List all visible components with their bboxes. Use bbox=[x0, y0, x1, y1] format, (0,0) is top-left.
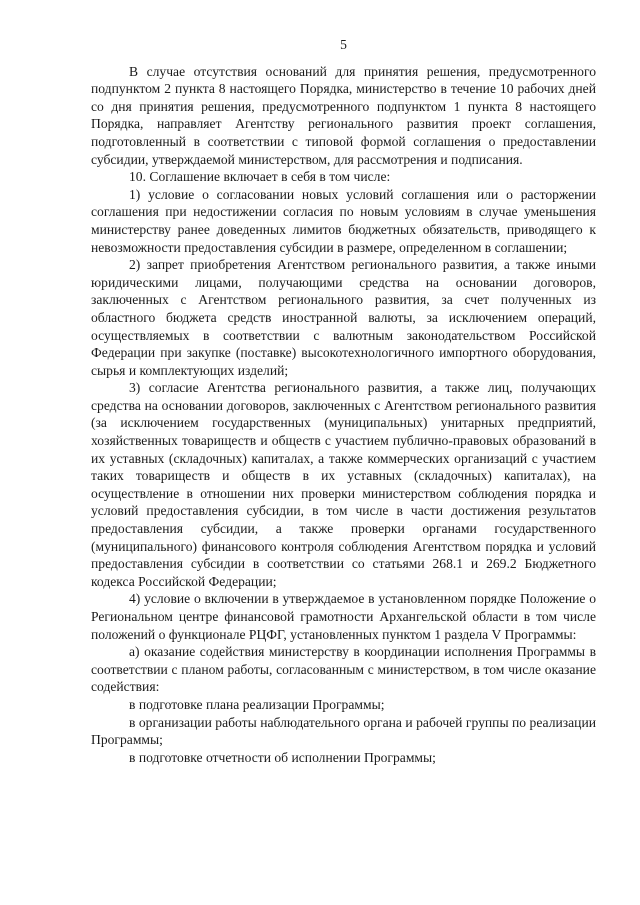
document-page bbox=[91, 36, 596, 766]
paragraph-intro: В случае отсутствия оснований для принятия решения, предусмотренного подпунктом 2 пункта 8 настоящего Порядка, министерство в течение 10 рабочих дней со дня принятия решения, предусмотренного подпунктом 1 пункта 8 настоящего Порядка, направляет Агентству регионального развития проект соглашения, подготовленный в соответствии с типовой формой соглашения о предоставлении субсидии, утверждаемой министерством, для рассмотрения и подписания. bbox=[91, 63, 596, 167]
paragraph-supervisory-work: в организации работы наблюдательного органа и рабочей группы по реализации Программы; bbox=[91, 714, 596, 748]
paragraph-item-2: 2) запрет приобретения Агентством регионального развития, а также иными юридическими лицами, получающими средства на основании договоров, заключенных с Агентством регионального развития, за счет полученных из областного бюджета средств иностранной валюты, за исключением операций, осуществляемых в соответствии с валютным законодательством Российской Федерации при закупке (поставке) высокотехнологичного импортного оборудования, сырья и комплектующих изделий; bbox=[91, 257, 596, 378]
paragraph-reporting: в подготовке отчетности об исполнении Программы; bbox=[129, 749, 436, 765]
paragraph-item-1: 1) условие о согласовании новых условий соглашения или о расторжении соглашения при недостижении согласия по новым условиям в случае уменьшения министерству ранее доведенных лимитов бюджетных обязательств, приводящего к невозможности предоставления субсидии в размере, определенном в соглашении; bbox=[91, 186, 596, 255]
paragraph-item-4: 4) условие о включении в утверждаемое в установленном порядке Положение о Региональном центре финансовой грамотности Архангельской области в том числе положений о функционале РЦФГ, установленных пунктом 1 раздела V Программы: bbox=[91, 591, 596, 642]
paragraph-clause-10: 10. Соглашение включает в себя в том числе: bbox=[129, 169, 391, 185]
page-number: 5 bbox=[340, 37, 347, 52]
paragraph-plan-preparation: в подготовке плана реализации Программы; bbox=[129, 696, 385, 712]
paragraph-item-3: 3) согласие Агентства регионального развития, а также лиц, получающих средства на основании договоров, заключенных с Агентством регионального развития (за исключением государственных (муниципальных) унитарных предприятий, хозяйственных товариществ и обществ с участием публично-правовых образований в их уставных (складочных) капиталах, а также коммерческих организаций с участием таких товариществ и обществ в их уставных (складочных) капиталах), на осуществление в отношении них проверки министерством соблюдения порядка и условий предоставления субсидии, в том числе в части достижения результатов предоставления субсидии, а также проверки органами государственного (муниципального) финансового контроля соблюдения Агентством порядка и условий предоставления субсидии в соответствии со статьями 268.1 и 269.2 Бюджетного кодекса Российской Федерации; bbox=[91, 380, 596, 589]
paragraph-subitem-a: а) оказание содействия министерству в координации исполнения Программы в соответствии с планом работы, согласованным с министерством, в том числе оказание содействия: bbox=[91, 644, 596, 695]
